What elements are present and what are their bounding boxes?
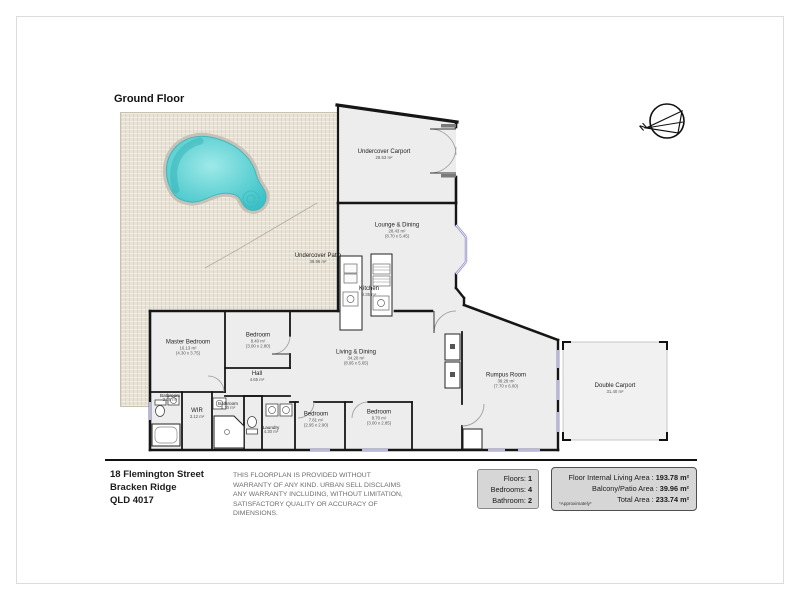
- property-address: [110, 468, 204, 507]
- room-label-bedroom-3: Bedroom 7.81 m² (2.95 x 2.90): [303, 411, 329, 428]
- footer-divider: [105, 459, 697, 461]
- room-label-rumpus-room: Rumpus Room 38.28 m² (7.70 x 6.00): [485, 372, 527, 389]
- area-total: Total Area : 233.74 m²: [617, 495, 689, 504]
- stat-bedrooms: Bedrooms: 4: [490, 485, 532, 494]
- compass-icon: [636, 96, 692, 150]
- room-label-bedroom-4: Bedroom 8.70 m² (3.00 x 2.85): [366, 409, 392, 426]
- address-postcode: QLD 4017: [110, 495, 154, 506]
- room-label-lounge-dining: Lounge & Dining 28.43 m² (8.70 x 5.45): [374, 222, 420, 239]
- room-label-hall: Hall 4.65 m²: [249, 371, 265, 382]
- room-label-undercover-carport: Undercover Carport 28.53 m²: [357, 149, 411, 160]
- room-label-bathroom-ensuite: Bathroom 2.05 m²: [160, 392, 180, 403]
- area-summary-box: [551, 467, 697, 511]
- address-suburb: Bracken Ridge: [110, 482, 177, 493]
- approximately-note: *Approximately*: [559, 501, 592, 506]
- room-label-bedroom-2: Bedroom 8.40 m² (3.00 x 2.80): [245, 332, 271, 349]
- address-street: 18 Flemington Street: [110, 469, 204, 480]
- room-label-undercover-patio: Undercover Patio 39.96 m²: [294, 253, 342, 264]
- north-label: N: [637, 120, 649, 133]
- room-label-living-dining: Living & Dining 34.20 m² (8.95 x 5.65): [335, 349, 377, 366]
- disclaimer-text: THIS FLOORPLAN IS PROVIDED WITHOUT WARRANTY OF ANY KIND. URBAN SELL DISCLAIMS ANY WARRANTY INCLUDING, WITHOUT LIMITATION, SATISFACTORY QUALITY OR ACCURACY OF DIMENSIONS.: [233, 472, 403, 518]
- room-label-double-carport: Double Carport 31.40 m²: [594, 383, 636, 394]
- area-internal-living: Floor Internal Living Area : 193.78 m²: [568, 473, 689, 482]
- stat-floors: Floors: 1: [503, 474, 532, 483]
- area-balcony-patio: Balcony/Patio Area : 39.96 m²: [592, 484, 689, 493]
- room-label-laundry: Laundry 4.30 m²: [262, 424, 280, 435]
- pool: [166, 136, 266, 210]
- room-label-kitchen: Kitchen 9.35 m²: [358, 286, 380, 297]
- stat-bathrooms: Bathroom: 2: [492, 496, 532, 505]
- property-stats-box: [477, 469, 539, 509]
- room-label-wir: WIR 3.12 m²: [189, 408, 205, 419]
- room-label-bathroom: Bathroom 4.10 m²: [218, 400, 238, 411]
- room-label-master-bedroom: Master Bedroom 16.13 m² (4.30 x 3.75): [165, 339, 211, 356]
- floor-title: Ground Floor: [114, 93, 185, 105]
